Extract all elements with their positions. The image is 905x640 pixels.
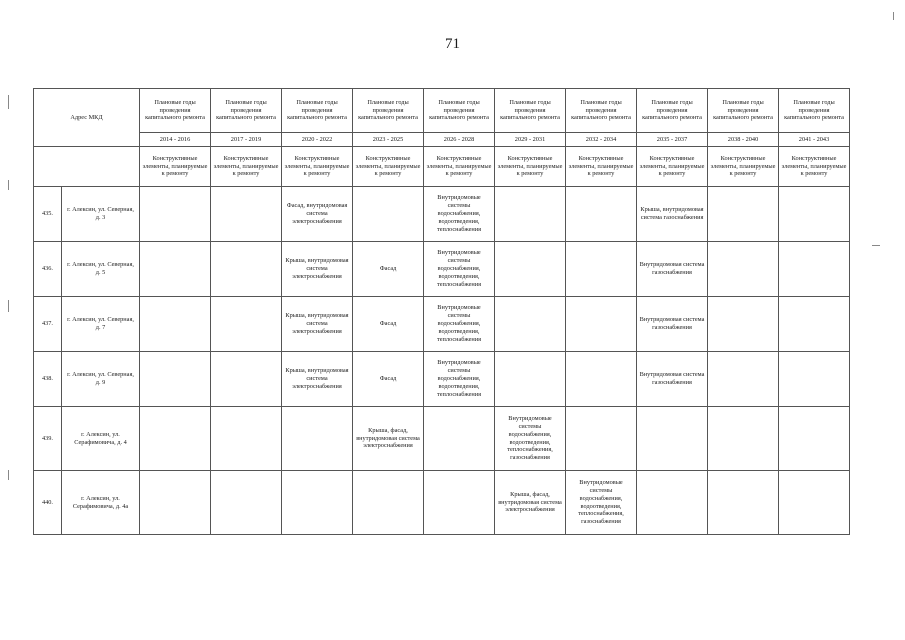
planned-years-header: Плановые годы проведения капитального ремонта bbox=[282, 89, 353, 133]
repair-elements-cell bbox=[495, 352, 566, 407]
header-row-elements bbox=[34, 147, 850, 187]
table-row bbox=[34, 242, 850, 297]
scan-mark-top bbox=[893, 12, 894, 20]
repair-elements-cell: Крыша, внутридомовая система электроснабжения bbox=[282, 297, 353, 352]
elements-header: Конструктивные элементы, планируемые к ремонту bbox=[211, 147, 282, 187]
repair-elements-cell: Фасад bbox=[353, 297, 424, 352]
table-row bbox=[34, 471, 850, 535]
repair-elements-cell bbox=[140, 242, 211, 297]
repair-elements-cell: Внутридомовые системы водоснабжения, водоотведения, теплоснабжения bbox=[424, 352, 495, 407]
planned-years-header: Плановые годы проведения капитального ремонта bbox=[424, 89, 495, 133]
repair-elements-cell bbox=[779, 407, 850, 471]
repair-elements-cell: Внутридомовая система газоснабжения bbox=[637, 242, 708, 297]
years-range: 2026 - 2028 bbox=[424, 133, 495, 147]
years-range: 2032 - 2034 bbox=[566, 133, 637, 147]
elements-header: Конструктивные элементы, планируемые к ремонту bbox=[140, 147, 211, 187]
planned-years-header: Плановые годы проведения капитального ремонта bbox=[353, 89, 424, 133]
planned-years-header: Плановые годы проведения капитального ремонта bbox=[566, 89, 637, 133]
repair-elements-cell bbox=[211, 407, 282, 471]
table-row bbox=[34, 187, 850, 242]
table-row bbox=[34, 352, 850, 407]
repair-elements-cell: Внутридомовые системы водоснабжения, водоотведения, теплоснабжения, газоснабжения bbox=[495, 407, 566, 471]
years-range: 2017 - 2019 bbox=[211, 133, 282, 147]
repair-elements-cell bbox=[708, 471, 779, 535]
repair-elements-cell: Внутридомовая система газоснабжения bbox=[637, 352, 708, 407]
years-range: 2014 - 2016 bbox=[140, 133, 211, 147]
repair-elements-cell bbox=[566, 407, 637, 471]
repair-elements-cell bbox=[282, 407, 353, 471]
repair-elements-cell: Крыша, внутридомовая система газоснабжения bbox=[637, 187, 708, 242]
repair-elements-cell bbox=[779, 187, 850, 242]
row-address: г. Алексин, ул. Серафимовича, д. 4 bbox=[62, 407, 140, 471]
elements-header: Конструктивные элементы, планируемые к ремонту bbox=[779, 147, 850, 187]
planned-years-header: Плановые годы проведения капитального ремонта bbox=[495, 89, 566, 133]
repair-elements-cell: Внутридомовые системы водоснабжения, водоотведения, теплоснабжения bbox=[424, 242, 495, 297]
row-address: г. Алексин, ул. Серафимовича, д. 4а bbox=[62, 471, 140, 535]
scan-mark-left bbox=[8, 180, 9, 190]
row-number: 437. bbox=[34, 297, 62, 352]
repair-elements-cell: Крыша, фасад, внутридомовая система электроснабжения bbox=[495, 471, 566, 535]
elements-header: Конструктивные элементы, планируемые к ремонту bbox=[353, 147, 424, 187]
planned-years-header: Плановые годы проведения капитального ремонта bbox=[140, 89, 211, 133]
repair-elements-cell bbox=[211, 242, 282, 297]
scan-mark-left bbox=[8, 300, 9, 312]
repair-elements-cell: Фасад bbox=[353, 352, 424, 407]
repair-elements-cell bbox=[140, 187, 211, 242]
row-address: г. Алексин, ул. Северная, д. 3 bbox=[62, 187, 140, 242]
capital-repair-schedule-table bbox=[33, 88, 850, 535]
row-number: 439. bbox=[34, 407, 62, 471]
row-number: 436. bbox=[34, 242, 62, 297]
years-range: 2038 - 2040 bbox=[708, 133, 779, 147]
repair-elements-cell bbox=[211, 352, 282, 407]
repair-elements-cell: Фасад bbox=[353, 242, 424, 297]
repair-elements-cell bbox=[424, 471, 495, 535]
elements-header: Конструктивные элементы, планируемые к ремонту bbox=[708, 147, 779, 187]
repair-elements-cell bbox=[779, 471, 850, 535]
repair-elements-cell: Крыша, внутридомовая система электроснабжения bbox=[282, 352, 353, 407]
row-address: г. Алексин, ул. Северная, д. 5 bbox=[62, 242, 140, 297]
repair-elements-cell bbox=[566, 297, 637, 352]
page-number: 71 bbox=[445, 36, 460, 52]
repair-elements-cell bbox=[282, 471, 353, 535]
table-row bbox=[34, 407, 850, 471]
repair-elements-cell bbox=[566, 242, 637, 297]
repair-elements-cell: Внутридомовые системы водоснабжения, водоотведения, теплоснабжения bbox=[424, 297, 495, 352]
repair-elements-cell bbox=[140, 352, 211, 407]
repair-elements-cell bbox=[140, 471, 211, 535]
repair-elements-cell: Внутридомовые системы водоснабжения, водоотведения, теплоснабжения, газоснабжения bbox=[566, 471, 637, 535]
repair-elements-cell bbox=[495, 242, 566, 297]
row-address: г. Алексин, ул. Северная, д. 9 bbox=[62, 352, 140, 407]
scan-mark-left bbox=[8, 470, 9, 480]
repair-elements-cell bbox=[566, 352, 637, 407]
scan-mark-right bbox=[872, 245, 880, 246]
years-range: 2035 - 2037 bbox=[637, 133, 708, 147]
row-address: г. Алексин, ул. Северная, д. 7 bbox=[62, 297, 140, 352]
repair-elements-cell bbox=[779, 352, 850, 407]
repair-elements-cell bbox=[637, 407, 708, 471]
repair-elements-cell bbox=[353, 187, 424, 242]
planned-years-header: Плановые годы проведения капитального ремонта bbox=[211, 89, 282, 133]
repair-elements-cell bbox=[424, 407, 495, 471]
repair-elements-cell bbox=[708, 407, 779, 471]
header-row-planned bbox=[34, 89, 850, 133]
repair-elements-cell bbox=[708, 242, 779, 297]
repair-elements-cell bbox=[495, 187, 566, 242]
years-range: 2020 - 2022 bbox=[282, 133, 353, 147]
planned-years-header: Плановые годы проведения капитального ремонта bbox=[779, 89, 850, 133]
address-header-blank bbox=[34, 147, 140, 187]
row-number: 435. bbox=[34, 187, 62, 242]
header-row-years bbox=[34, 133, 850, 147]
repair-elements-cell bbox=[353, 471, 424, 535]
repair-elements-cell: Фасад, внутридомовая система электроснабжения bbox=[282, 187, 353, 242]
planned-years-header: Плановые годы проведения капитального ремонта bbox=[708, 89, 779, 133]
repair-elements-cell bbox=[211, 471, 282, 535]
repair-elements-cell: Крыша, фасад, внутридомовая система электроснабжения bbox=[353, 407, 424, 471]
elements-header: Конструктивные элементы, планируемые к ремонту bbox=[424, 147, 495, 187]
planned-years-header: Плановые годы проведения капитального ремонта bbox=[637, 89, 708, 133]
repair-elements-cell bbox=[140, 297, 211, 352]
years-range: 2041 - 2043 bbox=[779, 133, 850, 147]
repair-elements-cell: Крыша, внутридомовая система электроснабжения bbox=[282, 242, 353, 297]
elements-header: Конструктивные элементы, планируемые к ремонту bbox=[637, 147, 708, 187]
repair-elements-cell bbox=[211, 187, 282, 242]
repair-elements-cell bbox=[779, 297, 850, 352]
schedule-body bbox=[34, 187, 850, 535]
elements-header: Конструктивные элементы, планируемые к ремонту bbox=[282, 147, 353, 187]
repair-elements-cell bbox=[708, 187, 779, 242]
address-header: Адрес МКД bbox=[34, 89, 140, 147]
years-range: 2029 - 2031 bbox=[495, 133, 566, 147]
repair-elements-cell bbox=[708, 352, 779, 407]
repair-elements-cell bbox=[495, 297, 566, 352]
repair-elements-cell: Внутридомовые системы водоснабжения, водоотведения, теплоснабжения bbox=[424, 187, 495, 242]
elements-header: Конструктивные элементы, планируемые к ремонту bbox=[495, 147, 566, 187]
table-row bbox=[34, 297, 850, 352]
repair-elements-cell bbox=[566, 187, 637, 242]
elements-header: Конструктивные элементы, планируемые к ремонту bbox=[566, 147, 637, 187]
scan-mark-left bbox=[8, 95, 9, 109]
years-range: 2023 - 2025 bbox=[353, 133, 424, 147]
repair-elements-cell bbox=[211, 297, 282, 352]
repair-elements-cell bbox=[637, 471, 708, 535]
repair-elements-cell bbox=[708, 297, 779, 352]
row-number: 438. bbox=[34, 352, 62, 407]
repair-elements-cell bbox=[140, 407, 211, 471]
repair-elements-cell: Внутридомовая система газоснабжения bbox=[637, 297, 708, 352]
row-number: 440. bbox=[34, 471, 62, 535]
repair-elements-cell bbox=[779, 242, 850, 297]
